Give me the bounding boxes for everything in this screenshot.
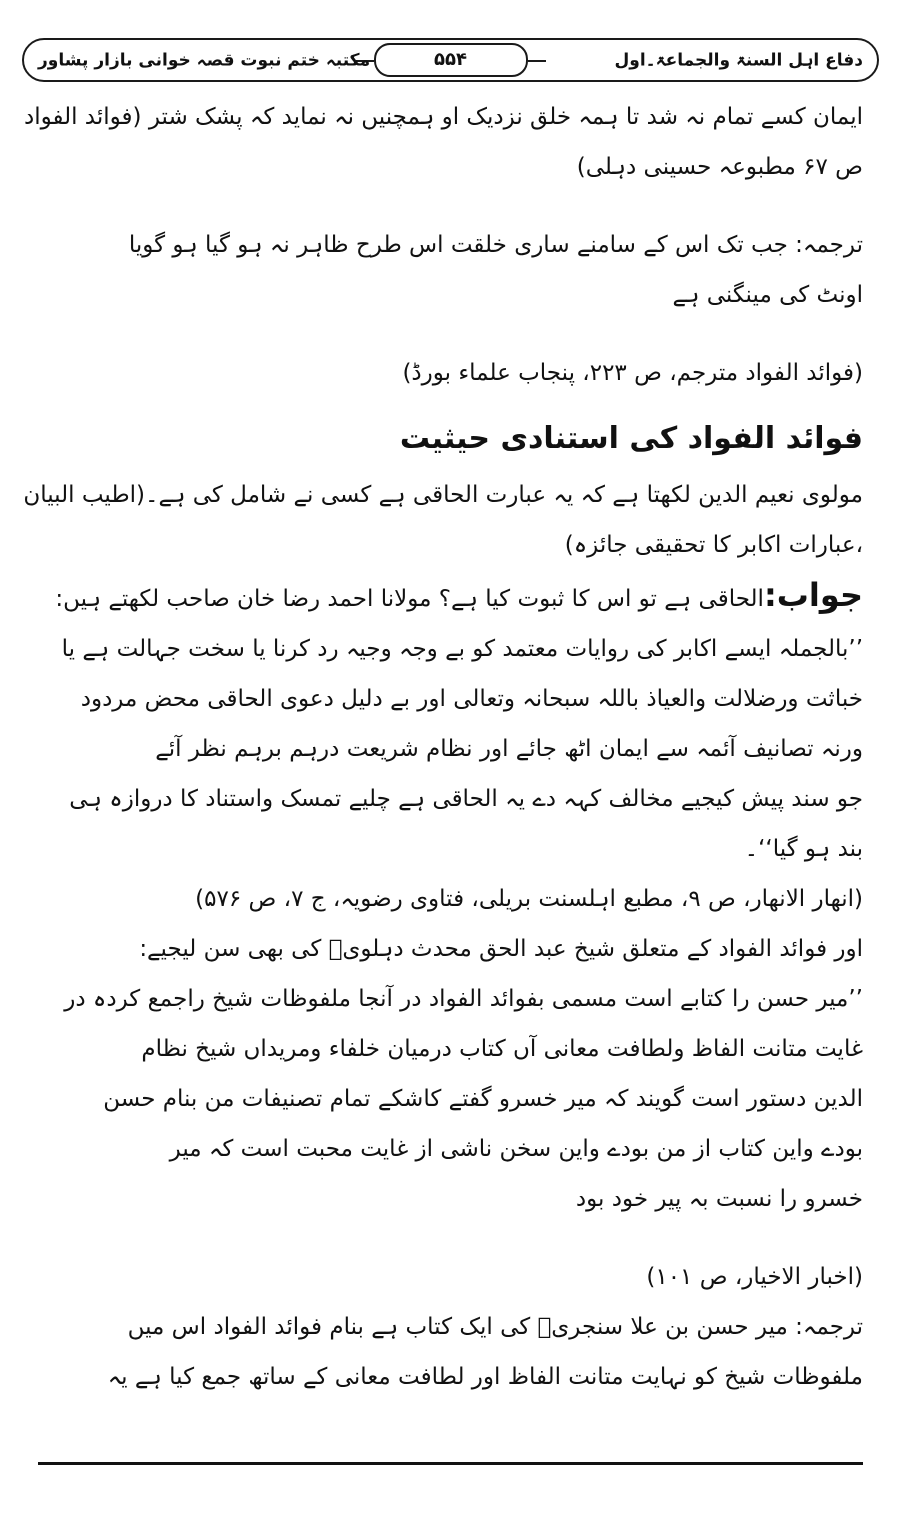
quote-line: خسرو را نسبت بہ پیر خود بود xyxy=(575,1186,863,1212)
publisher-name: مکتبہ ختم نبوت قصہ خوانی بازار پشاور xyxy=(38,50,371,71)
reference: (فوائد الفواد مترجم، ص ۲۲۳، پنجاب علماء بورڈ) xyxy=(402,360,863,386)
text-line: اور فوائد الفواد کے متعلق شیخ عبد الحق محدث دہلویؒ کی بھی سن لیجیے: xyxy=(139,936,863,962)
quote-line: ورنہ تصانیف آئمہ سے ایمان اٹھ جائے اور نظام شریعت درہم برہم نظر آئے xyxy=(155,736,863,762)
page-number: ۵۵۴ xyxy=(374,43,528,77)
text-line: ایمان کسے تمام نہ شد تا ہمہ خلق نزدیک او ہمچنیں نہ نماید کہ پشک شتر (فوائد الفواد xyxy=(23,104,863,130)
text-line: ترجمہ: میر حسن بن علا سنجریؒ کی ایک کتاب ہے بنام فوائد الفواد اس میں xyxy=(127,1314,863,1340)
book-title: دفاع اہل السنۃ والجماعۃ۔اول xyxy=(614,50,863,71)
answer-text: الحاقی ہے تو اس کا ثبوت کیا ہے؟ مولانا احمد رضا خان صاحب لکھتے ہیں: xyxy=(55,586,764,612)
quote-line: غایت متانت الفاظ ولطافت معانی آں کتاب درمیان خلفاء ومریداں شیخ نظام xyxy=(141,1036,863,1062)
answer-label: جواب: xyxy=(763,576,863,614)
text-line: مولوی نعیم الدین لکھتا ہے کہ یہ عبارت الحاقی ہے کسی نے شامل کی ہے۔(اطیب البیان xyxy=(23,482,863,508)
footer-rule xyxy=(38,1462,863,1465)
quote-line: ’’بالجملہ ایسے اکابر کی روایات معتمد کو بے وجہ وجیہ رد کرنا یا سخت جہالت ہے یا xyxy=(61,636,863,662)
text-line: ص ۶۷ مطبوعہ حسینی دہلی) xyxy=(576,154,863,180)
quote-line: جو سند پیش کیجیے مخالف کہہ دے یہ الحاقی ہے چلیے تمسک واستناد کا دروازہ ہی xyxy=(69,786,863,812)
reference: (انھار الانھار، ص ۹، مطبع اہلسنت بریلی، فتاوی رضویہ، ج ۷، ص ۵۷۶) xyxy=(195,886,863,912)
answer-line xyxy=(25,570,863,624)
text-line: اونٹ کی مینگنی ہے xyxy=(672,282,863,308)
quote-line: بند ہو گیا‘‘۔ xyxy=(744,836,863,862)
quote-line: خباثت ورضلالت والعیاذ باللہ سبحانہ وتعالی اور بے دلیل دعوی الحاقی محض مردود xyxy=(80,686,863,712)
section-heading: فوائد الفواد کی استنادی حیثیت xyxy=(399,421,863,456)
quote-line: الدین دستور است گویند کہ میر خسرو گفتے کاشکے تمام تصنیفات من بنام حسن xyxy=(103,1086,863,1112)
quote-line: ’’میر حسن را کتابے است مسمی بفوائد الفواد در آنجا ملفوظات شیخ راجمع کردہ در xyxy=(64,986,863,1012)
text-line: ،عبارات اکابر کا تحقیقی جائزہ) xyxy=(564,532,863,558)
reference: (اخبار الاخیار، ص ۱۰۱) xyxy=(646,1264,863,1290)
quote-line: بودے واین کتاب از من بودے واین سخن ناشی از غایت محبت است کہ میر xyxy=(169,1136,863,1162)
running-header xyxy=(22,38,879,82)
text-line: ملفوظات شیخ کو نہایت متانت الفاظ اور لطافت معانی کے ساتھ جمع کیا ہے یہ xyxy=(107,1364,863,1390)
text-line: ترجمہ: جب تک اس کے سامنے ساری خلقت اس طرح ظاہر نہ ہو گیا ہو گویا xyxy=(128,232,863,258)
page-body xyxy=(23,92,863,1402)
